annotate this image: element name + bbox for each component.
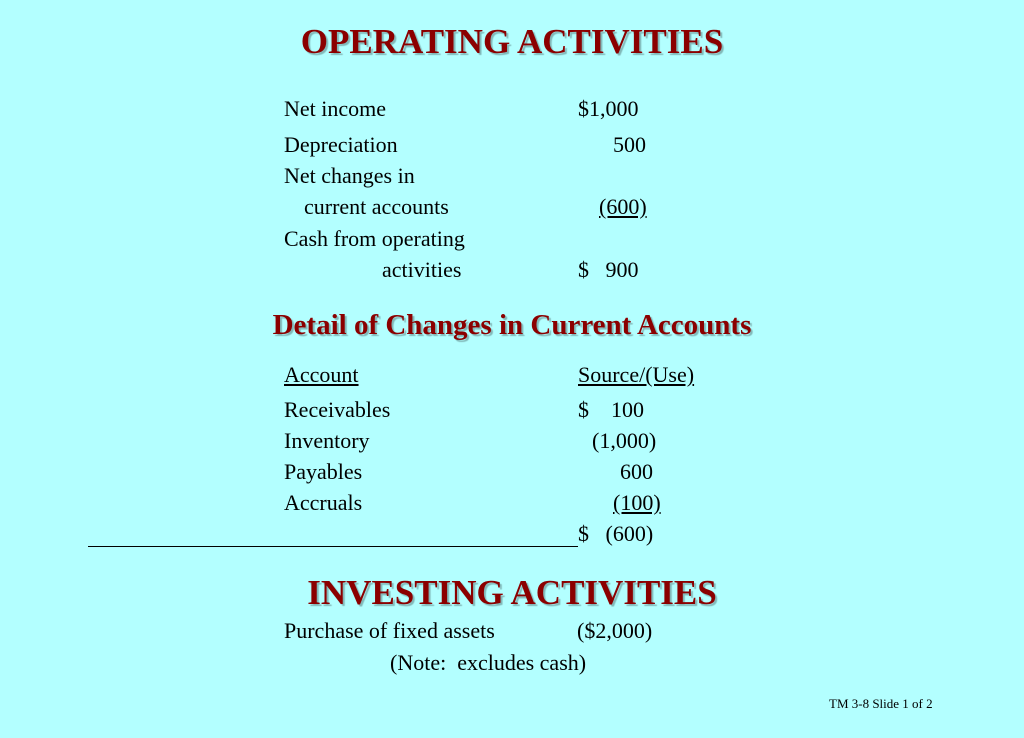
- depreciation-value: 500: [613, 132, 646, 157]
- receivables-label: Receivables: [284, 397, 391, 422]
- inventory-value: (1,000): [592, 428, 657, 453]
- payables-value: 600: [620, 459, 653, 484]
- purchase-fixed-assets-label: Purchase of fixed assets: [284, 618, 495, 643]
- operating-activities-title: OPERATING ACTIVITIES: [300, 22, 724, 61]
- net-income-label: Net income: [284, 96, 387, 121]
- total-divider-line: [88, 546, 578, 547]
- purchase-fixed-assets-value: ($2,000): [577, 618, 653, 643]
- net-changes-value: (600): [599, 194, 647, 219]
- cash-from-operating-label-line1: Cash from operating: [284, 226, 465, 251]
- net-changes-label-line2: current accounts: [304, 194, 449, 219]
- source-use-column-header: Source/(Use): [578, 362, 695, 387]
- net-changes-label-line1: Net changes in: [284, 163, 415, 188]
- investing-activities-title: INVESTING ACTIVITIES: [307, 573, 717, 612]
- accruals-label: Accruals: [284, 490, 363, 515]
- depreciation-label: Depreciation: [284, 132, 398, 157]
- cash-from-operating-value: $ 900: [578, 257, 639, 282]
- payables-label: Payables: [284, 459, 363, 484]
- cash-from-operating-label-line2: activities: [382, 257, 462, 282]
- receivables-value: $ 100: [578, 397, 644, 422]
- slide-number-label: TM 3-8 Slide 1 of 2: [829, 696, 933, 711]
- note-excludes-cash: (Note: excludes cash): [390, 650, 587, 675]
- account-column-header: Account: [284, 362, 359, 387]
- accruals-value: (100): [613, 490, 661, 515]
- total-changes-value: $ (600): [578, 521, 654, 546]
- inventory-label: Inventory: [284, 428, 370, 453]
- detail-changes-title: Detail of Changes in Current Accounts: [272, 309, 752, 341]
- net-income-value: $1,000: [578, 96, 639, 121]
